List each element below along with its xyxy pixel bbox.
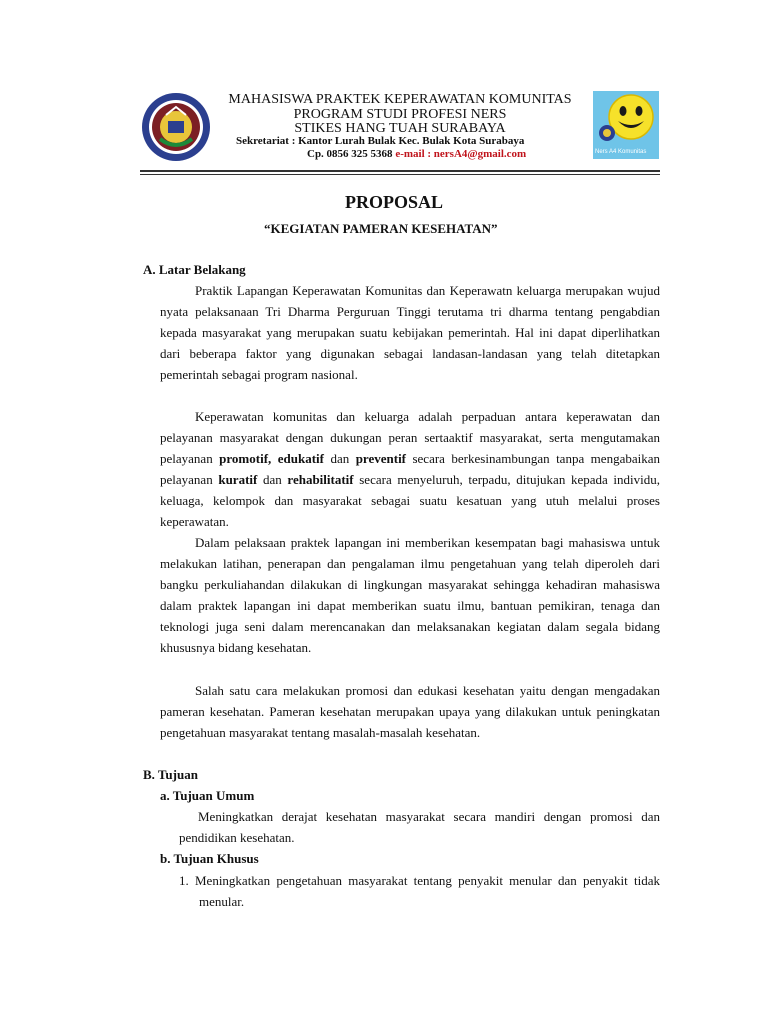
term-kuratif: kuratif	[218, 472, 258, 487]
contact-phone: Cp. 0856 325 5368	[307, 148, 393, 160]
stikes-hang-tuah-logo	[140, 91, 212, 163]
paragraph-3	[160, 532, 660, 658]
document-subtitle: “KEGIATAN PAMERAN KESEHATAN”	[264, 221, 498, 236]
term-preventif: preventif	[355, 451, 407, 466]
term-edukatif: edukatif	[277, 451, 324, 466]
letterhead-line-3: STIKES HANG TUAH SURABAYA	[294, 121, 506, 136]
header-rule-thin	[140, 174, 660, 175]
tujuan-umum-body: Meningkatkan derajat kesehatan masyarakat secara mandiri dengan promosi dan pendidikan kesehatan.	[179, 809, 660, 845]
paragraph-2-text-d: secara menyeluruh, terpadu, ditujukan kepada individu, keluaga, kelompok dan masyarakat sebagai suatu kesatuan yang utuh melalui proses keperawatan.	[160, 472, 660, 529]
section-b-heading: B. Tujuan	[143, 767, 198, 782]
header-rule-thick	[140, 170, 660, 172]
paragraph-4-text: Salah satu cara melakukan promosi dan edukasi kesehatan yaitu dengan mengadakan pameran kesehatan. Pameran kesehatan merupakan upaya yang dilakukan untuk peningkatan pengetahuan masyarakat tentang masalah-masalah kesehatan.	[160, 683, 660, 740]
logo-right-text: Ners A4 Komunitas	[595, 149, 647, 155]
paragraph-2	[160, 406, 660, 532]
term-promotif: promotif,	[219, 451, 272, 466]
tujuan-khusus-heading: b. Tujuan Khusus	[160, 851, 259, 866]
contact-email: e-mail : nersA4@gmail.com	[395, 148, 527, 160]
tujuan-khusus-item-1	[179, 870, 660, 912]
paragraph-3-text: Dalam pelaksaan praktek lapangan ini memberikan kesempatan bagi mahasiswa untuk melakukan latihan, penerapan dan pengalaman ilmu pengetahuan yang telah diperoleh dari bangku perkuliahandan dilakukan di lingkungan masyarakat sehingga kehadiran mahasiswa dalam praktek lapangan ini dapat memberikan suatu ilmu, bantuan pemikiran, tenaga dan teknologi juga seni dalam merencanakan dan melaksanakan kegiatan dalam segala bidang khususnya bidang kesehatan.	[160, 535, 660, 655]
letterhead-line-1: MAHASISWA PRAKTEK KEPERAWATAN KOMUNITAS	[228, 92, 572, 107]
tujuan-khusus-item-1-text: 1. Meningkatkan pengetahuan masyarakat tentang penyakit menular dan penyakit tidak menular.	[179, 873, 660, 909]
paragraph-2-text-a: Keperawatan komunitas dan keluarga adalah perpaduan antara keperawatan dan pelayanan masyarakat dengan dukungan peran sertaaktif masyarakat, serta mengutamakan pelayanan	[160, 409, 660, 466]
tujuan-umum-heading: a. Tujuan Umum	[160, 788, 255, 803]
letterhead-address: Sekretariat : Kantor Lurah Bulak Kec. Bulak Kota Surabaya	[236, 135, 525, 147]
paragraph-1-text: Praktik Lapangan Keperawatan Komunitas dan Keperawatn keluarga merupakan wujud nyata pelaksanaan Tri Dharma Perguruan Tinggi terutama tri dharma tentang pengabdian kepada masyarakat yang merupakan suatu kebijakan pemerintah. Hal ini dapat diperlihatkan dari beberapa faktor yang digunakan sebagai landasan-landasan yang telah ditetapkan pemerintah sebagai program nasional.	[160, 283, 660, 382]
letterhead-contact	[307, 148, 526, 160]
paragraph-2-and-1: dan	[324, 451, 356, 466]
term-rehabilitatif: rehabilitatif	[287, 472, 354, 487]
letterhead-line-2: PROGRAM STUDI PROFESI NERS	[293, 107, 507, 122]
paragraph-4	[160, 680, 660, 743]
tujuan-umum-text	[179, 806, 660, 848]
ners-a4-smiley-logo	[593, 91, 659, 159]
section-a-heading: A. Latar Belakang	[143, 262, 246, 277]
paragraph-2-text-c: secara berkesinambungan tanpa mengabaikan pelayanan	[160, 451, 660, 487]
title-text: PROPOSAL	[345, 192, 444, 212]
paragraph-1	[160, 280, 660, 385]
paragraph-2-and-2: dan	[257, 472, 288, 487]
